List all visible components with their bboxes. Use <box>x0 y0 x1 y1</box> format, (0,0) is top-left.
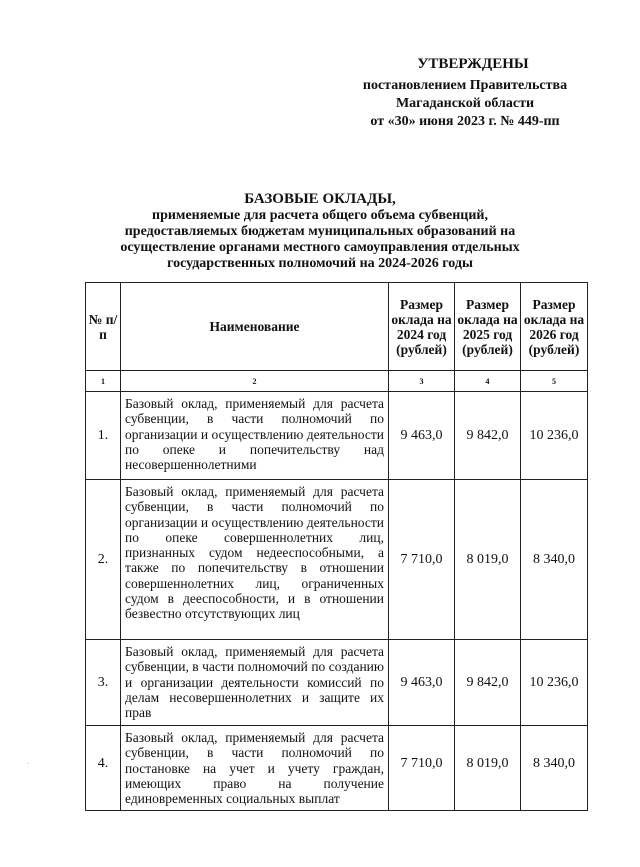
approval-title: УТВЕРЖДЕНЫ <box>417 56 529 72</box>
column-number: 5 <box>521 371 588 392</box>
table-row <box>86 480 588 640</box>
document-title-line-4: государственных полномочий на 2024-2026 годы <box>167 256 473 271</box>
row-number: 3. <box>86 640 121 726</box>
row-value-2024: 9 463,0 <box>389 392 455 480</box>
row-value-2024: 9 463,0 <box>389 640 455 726</box>
table-row <box>86 726 588 811</box>
row-name: Базовый оклад, применяемый для расчета субвенции, в части полномочий по созданию и организации деятельности комиссий по делам несовершеннолетних и защите их прав <box>121 640 389 726</box>
document-title-line-3: осуществление органами местного самоуправления отдельных <box>120 240 520 255</box>
row-number: 2. <box>86 480 121 640</box>
approval-line-2: Магаданской области <box>395 96 535 111</box>
row-value-2025: 8 019,0 <box>455 480 521 640</box>
row-value-2026: 8 340,0 <box>521 480 588 640</box>
column-number: 3 <box>389 371 455 392</box>
row-value-2025: 9 842,0 <box>455 640 521 726</box>
table-header-row <box>86 283 588 371</box>
approval-line-1: постановлением Правительства <box>362 78 568 93</box>
row-number: 1. <box>86 392 121 480</box>
row-value-2025: 8 019,0 <box>455 726 521 811</box>
approval-line-3: от «30» июня 2023 г. № 449-пп <box>370 114 560 129</box>
document-title <box>85 190 555 272</box>
approval-block <box>340 55 590 131</box>
header-2025: Размер оклада на 2025 год (рублей) <box>455 283 521 371</box>
table-row <box>86 640 588 726</box>
table-row <box>86 392 588 480</box>
header-num: № п/п <box>86 283 121 371</box>
column-number: 1 <box>86 371 121 392</box>
column-number: 2 <box>121 371 389 392</box>
row-value-2026: 8 340,0 <box>521 726 588 811</box>
row-name: Базовый оклад, применяемый для расчета субвенции, в части полномочий по организации и осуществлению деятельности по опеке совершеннолетних лиц, признанных судом недееспособными, а также по попечительству в отношении совершеннолетних лиц, ограниченных судом в дееспособности, и в отношении безвестно отсутствующих лиц <box>121 480 389 640</box>
document-title-line-1: применяемые для расчета общего объема субвенций, <box>152 208 488 223</box>
header-2026: Размер оклада на 2026 год (рублей) <box>521 283 588 371</box>
row-value-2024: 7 710,0 <box>389 726 455 811</box>
row-number: 4. <box>86 726 121 811</box>
document-title-main: БАЗОВЫЕ ОКЛАДЫ, <box>244 191 396 207</box>
document-title-line-2: предоставляемых бюджетам муниципальных образований на <box>124 224 516 239</box>
row-value-2025: 9 842,0 <box>455 392 521 480</box>
row-name: Базовый оклад, применяемый для расчета субвенции, в части полномочий по организации и осуществлению деятельности по опеке и попечительству над несовершеннолетними <box>121 392 389 480</box>
salary-table <box>85 282 588 811</box>
column-number-row <box>86 371 588 392</box>
row-name: Базовый оклад, применяемый для расчета субвенции, в части полномочий по постановке на учет и учету граждан, имеющих право на получение единовременных социальных выплат <box>121 726 389 811</box>
row-value-2026: 10 236,0 <box>521 392 588 480</box>
header-name: Наименование <box>121 283 389 371</box>
margin-mark: · <box>26 758 30 770</box>
row-value-2024: 7 710,0 <box>389 480 455 640</box>
column-number: 4 <box>455 371 521 392</box>
row-value-2026: 10 236,0 <box>521 640 588 726</box>
header-2024: Размер оклада на 2024 год (рублей) <box>389 283 455 371</box>
